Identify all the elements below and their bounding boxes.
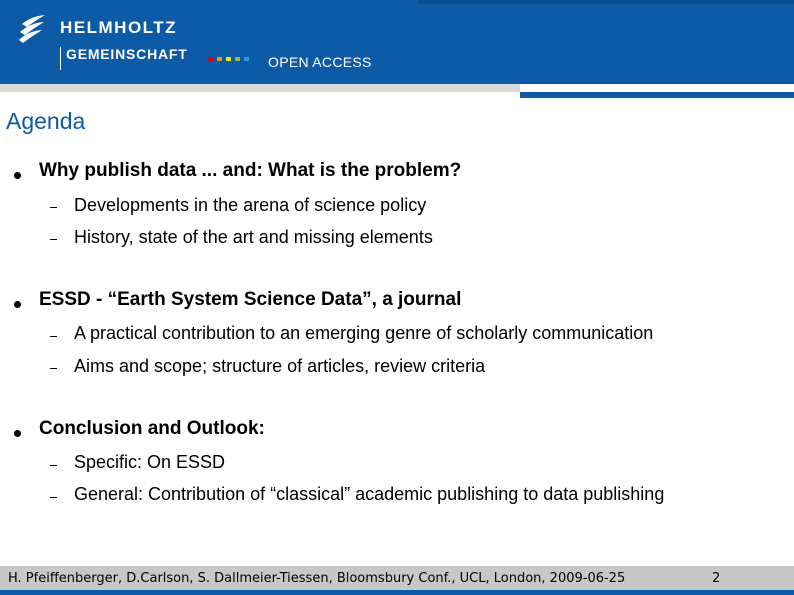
dot-1 — [208, 57, 213, 61]
header-rule-grey — [0, 84, 520, 92]
logo-wordmark-bottom: GEMEINSCHAFT — [66, 46, 188, 62]
dot-2 — [217, 57, 222, 61]
open-access-dots — [208, 57, 249, 62]
page-number: 2 — [712, 571, 721, 586]
bullet-icon — [14, 172, 21, 179]
agenda-subitem-2-2: Aims and scope; structure of articles, review criteria — [74, 356, 486, 376]
dash-icon — [50, 336, 57, 337]
header-rule-blue — [520, 92, 794, 98]
dash-icon — [50, 465, 57, 466]
footer-citation: H. Pfeiffenberger, D.Carlson, S. Dallmeier-Tiessen, Bloomsbury Conf., UCL, London, 2009-06-25 — [8, 571, 626, 586]
dot-5 — [244, 57, 249, 61]
open-access-label: OPEN ACCESS — [268, 54, 372, 70]
agenda-subitem-3-2: General: Contribution of “classical” academic publishing to data publishing — [74, 484, 665, 504]
dash-icon — [50, 239, 57, 240]
agenda-subitem-3-1: Specific: On ESSD — [74, 452, 226, 472]
dot-4 — [235, 57, 240, 61]
logo-wordmark-top: HELMHOLTZ — [60, 18, 178, 37]
header-banner — [0, 0, 794, 84]
header-accent-strip — [418, 0, 794, 4]
helmholtz-logo-icon — [18, 14, 48, 46]
dot-3 — [226, 57, 231, 61]
slide-title: Agenda — [6, 108, 86, 134]
agenda-subitem-2-1: A practical contribution to an emerging genre of scholarly communication — [74, 323, 654, 343]
agenda-item-1: Why publish data ... and: What is the problem? — [39, 160, 462, 181]
agenda-subitem-1-2: History, state of the art and missing elements — [74, 227, 433, 247]
bullet-icon — [14, 301, 21, 308]
bullet-icon — [14, 430, 21, 437]
dash-icon — [50, 497, 57, 498]
agenda-item-3: Conclusion and Outlook: — [39, 418, 265, 439]
agenda-subitem-1-1: Developments in the arena of science policy — [74, 195, 427, 215]
dash-icon — [50, 207, 57, 208]
logo-divider — [60, 47, 61, 70]
footer-rule-blue — [0, 590, 794, 595]
dash-icon — [50, 368, 57, 369]
agenda-item-2: ESSD - “Earth System Science Data”, a journal — [39, 289, 462, 310]
